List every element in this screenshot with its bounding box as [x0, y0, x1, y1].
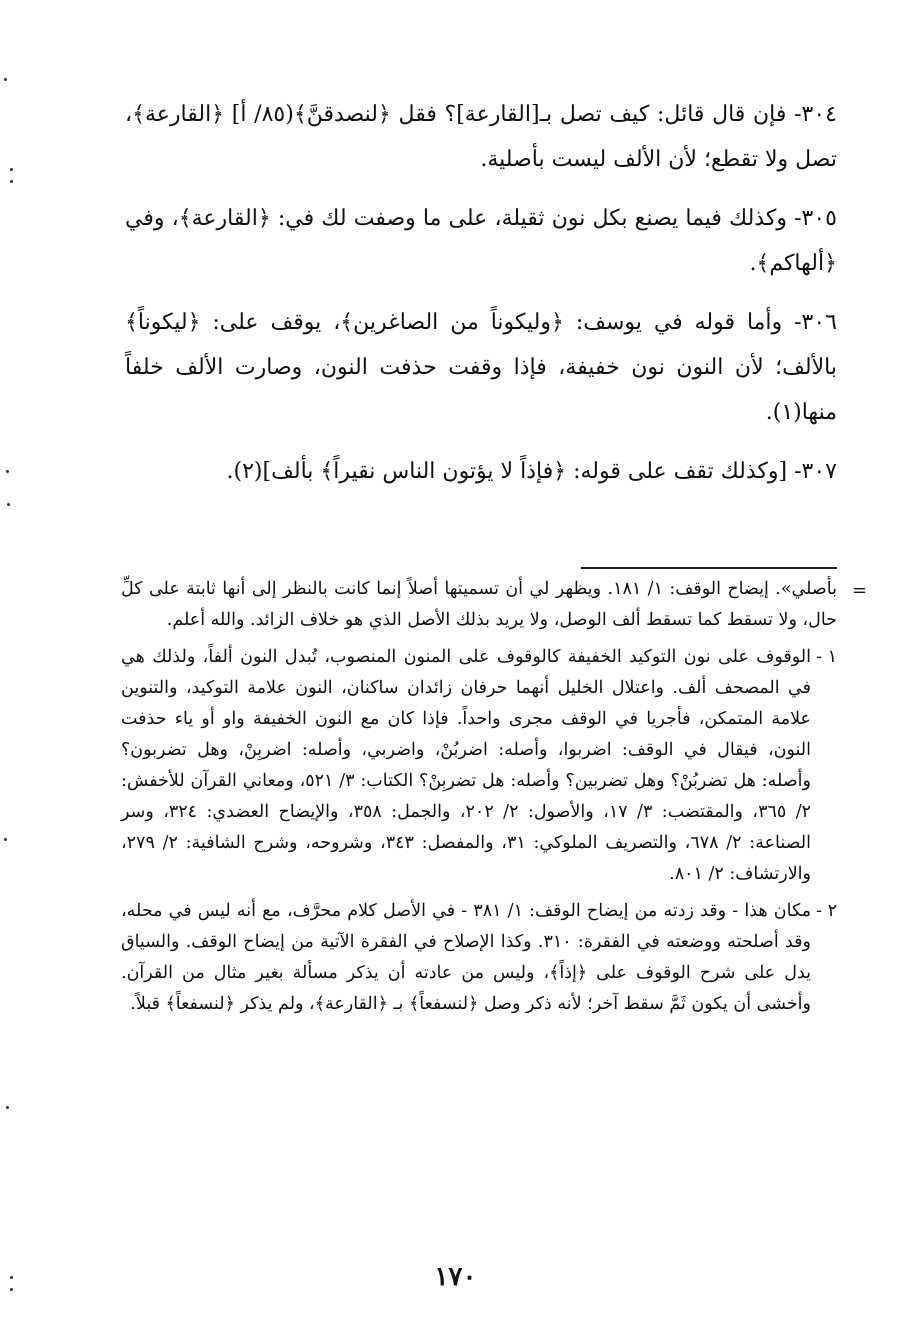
page-number: ١٧٠	[434, 1262, 477, 1292]
footnote-continuation-mark: =	[852, 580, 868, 601]
footnote-2-number: ٢ -	[816, 901, 837, 921]
footnote-continuation: بأصلي». إيضاح الوقف: ١/ ١٨١. ويظهر لي أن تسميتها أصلاً إنما كانت بالنظر إلى أنها ثابتة على كلِّ حال، ولا تسقط كما تسقط ألف الوصل، ولا يريد بذلك الأصل الذي هو خلاف الزائد. والله أعلم.	[121, 579, 837, 630]
footnotes	[121, 574, 837, 1026]
scan-speck	[4, 838, 7, 841]
scan-speck	[6, 1106, 9, 1109]
main-text	[125, 92, 837, 508]
scan-speck	[10, 180, 13, 183]
footnote-1-number: ١ -	[816, 647, 837, 667]
scan-speck	[7, 503, 10, 506]
footnote-1	[121, 642, 837, 890]
paragraph-304: ٣٠٤- فإن قال قائل: كيف تصل بـ[القارعة]؟ فقل ﴿لنصدقنَّ﴾(٨٥/ أ] ﴿القارعة﴾، تصل ولا تقطع؛ لأن الألف ليست بأصلية.	[125, 102, 837, 172]
paragraph-306: ٣٠٦- وأما قوله في يوسف: ﴿وليكوناً من الصاغرين﴾، يوقف على: ﴿ليكوناً﴾ بالألف؛ لأن النون نون خفيفة، فإذا وقفت حذفت النون، وصارت الألف خلفاً منها(١).	[125, 310, 837, 425]
footnote-2	[121, 896, 837, 1020]
scan-speck	[10, 1276, 13, 1279]
scan-speck	[6, 470, 9, 473]
scan-speck	[10, 168, 13, 171]
scan-speck	[4, 78, 7, 81]
footnote-1-text: الوقوف على نون التوكيد الخفيفة كالوقوف على المنون المنصوب، تُبدل النون ألفاً، ولذلك هي في المصحف ألف. واعتلال الخليل أنهما حرفان زائدان ساكنان، النون علامة التوكيد، والتنوين علامة المتمكن، فأجريا في الوقف مجرى واحداً. فإذا كان مع النون الخفيفة واو أو ياء حذفت النون، فيقال في الوقف: اضربوا، وأصله: اضربُنْ، واضربي، وأصله: اضربِنْ، وهل تضربون؟ وأصله: هل تضربُنْ؟ وهل تضربين؟ وأصله: هل تضربِنْ؟ الكتاب: ٣/ ٥٢١، ومعاني القرآن للأخفش: ٢/ ٣٦٥، والمقتضب: ٣/ ١٧، والأصول: ٢/ ٢٠٢، والجمل: ٣٥٨، والإيضاح العضدي: ٣٢٤، وسر الصناعة: ٢/ ٦٧٨، والتصريف الملوكي: ٣١، والمفصل: ٣٤٣، وشروحه، وشرح الشافية: ٢/ ٢٧٩، والارتشاف: ٢/ ٨٠١.	[121, 647, 812, 884]
footnote-divider	[581, 567, 837, 569]
paragraph-307: ٣٠٧- [وكذلك تقف على قوله: ﴿فإذاً لا يؤتون الناس نقيراً﴾ بألف](٢).	[226, 459, 837, 484]
scan-speck	[10, 1288, 13, 1291]
paragraph-305: ٣٠٥- وكذلك فيما يصنع بكل نون ثقيلة، على ما وصفت لك في: ﴿القارعة﴾، وفي ﴿ألهاكم﴾.	[125, 206, 837, 276]
footnote-2-text: مكان هذا - وقد زدته من إيضاح الوقف: ١/ ٣٨١ - في الأصل كلام محرَّف، مع أنه ليس في محله، وقد أصلحته ووضعته في الفقرة: ٣١٠. وكذا الإصلاح في الفقرة الآتية من إيضاح الوقف. والسياق يدل على شرح الوقوف على ﴿إذاً﴾، وليس من عادته أن يذكر مسألة بغير مثال من القرآن. وأخشى أن يكون ثَمَّ سقط آخر؛ لأنه ذكر وصل ﴿لنسفعاً﴾ بـ ﴿القارعة﴾، ولم يذكر ﴿لنسفعاً﴾ قبلاً.	[121, 901, 811, 1014]
